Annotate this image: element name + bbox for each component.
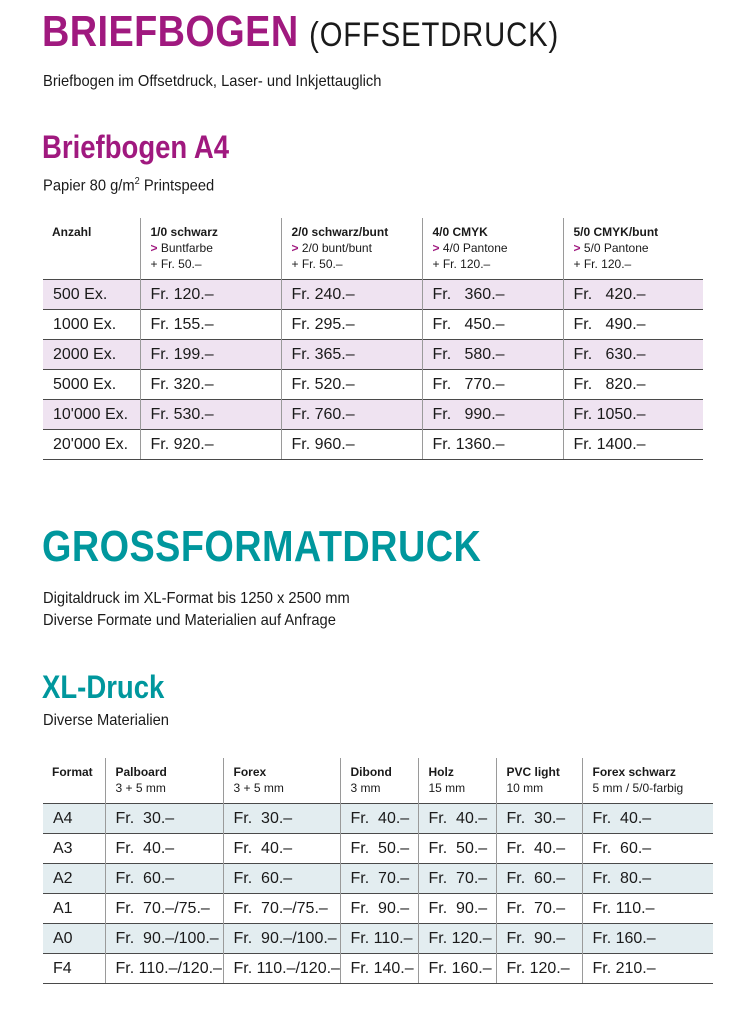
arrow-icon: >: [432, 241, 440, 255]
format-cell: F4: [43, 954, 105, 984]
price-cell: Fr. 240.–: [281, 280, 422, 310]
price-cell: Fr. 120.–: [418, 924, 496, 954]
table-row: [43, 954, 713, 984]
header-palboard: Palboard 3 + 5 mm: [105, 758, 223, 804]
price-cell: Fr. 110.–: [340, 924, 418, 954]
briefbogen-price-table: [43, 218, 703, 460]
header-4-0-cmyk: 4/0 CMYK > 4/0 Pantone + Fr. 120.–: [422, 218, 563, 280]
price-cell: Fr. 320.–: [140, 370, 281, 400]
price-cell: Fr. 60.–: [582, 834, 713, 864]
header-2-0-schwarz-bunt: 2/0 schwarz/bunt > 2/0 bunt/bunt + Fr. 50.–: [281, 218, 422, 280]
qty-cell: 5000 Ex.: [43, 370, 140, 400]
table-row: [43, 894, 713, 924]
price-cell: Fr. 530.–: [140, 400, 281, 430]
price-cell: Fr. 450.–: [422, 310, 563, 340]
header-forex-schwarz: Forex schwarz 5 mm / 5/0-farbig: [582, 758, 713, 804]
price-cell: Fr. 90.–/100.–: [223, 924, 340, 954]
price-cell: Fr. 110.–/120.–: [105, 954, 223, 984]
arrow-icon: >: [573, 241, 581, 255]
price-cell: Fr. 90.–: [418, 894, 496, 924]
materials-note: Diverse Materialien: [43, 712, 169, 729]
table-row: [43, 834, 713, 864]
table-row: [43, 370, 703, 400]
price-cell: Fr. 60.–: [105, 864, 223, 894]
header-1-0-schwarz: 1/0 schwarz > Buntfarbe + Fr. 50.–: [140, 218, 281, 280]
table-row: [43, 310, 703, 340]
price-cell: Fr. 40.–: [223, 834, 340, 864]
table-row: [43, 400, 703, 430]
price-cell: Fr. 30.–: [496, 804, 582, 834]
price-cell: Fr. 920.–: [140, 430, 281, 460]
price-cell: Fr. 120.–: [496, 954, 582, 984]
paper-spec-suffix: Printspeed: [139, 177, 215, 195]
price-cell: Fr. 110.–: [582, 894, 713, 924]
price-cell: Fr. 760.–: [281, 400, 422, 430]
price-cell: Fr. 1050.–: [563, 400, 703, 430]
price-cell: Fr. 490.–: [563, 310, 703, 340]
briefbogen-title-light: (OFFSETDRUCK): [309, 16, 560, 54]
price-cell: Fr. 70.–/75.–: [105, 894, 223, 924]
xl-druck-price-table: [43, 758, 713, 984]
price-cell: Fr. 90.–: [340, 894, 418, 924]
header-5-0-cmyk-bunt: 5/0 CMYK/bunt > 5/0 Pantone + Fr. 120.–: [563, 218, 703, 280]
price-cell: Fr. 90.–/100.–: [105, 924, 223, 954]
price-cell: Fr. 50.–: [418, 834, 496, 864]
format-cell: A4: [43, 804, 105, 834]
price-cell: Fr. 990.–: [422, 400, 563, 430]
table-header-row: [43, 218, 703, 280]
briefbogen-title-strong: BRIEFBOGEN: [42, 7, 299, 56]
price-cell: Fr. 40.–: [496, 834, 582, 864]
header-anzahl: Anzahl: [52, 225, 92, 239]
price-cell: Fr. 160.–: [418, 954, 496, 984]
xl-druck-subtitle: XL-Druck: [42, 669, 165, 705]
qty-cell: 500 Ex.: [43, 280, 140, 310]
price-cell: Fr. 30.–: [105, 804, 223, 834]
price-cell: Fr. 40.–: [105, 834, 223, 864]
price-cell: Fr. 70.–: [496, 894, 582, 924]
qty-cell: 2000 Ex.: [43, 340, 140, 370]
price-cell: Fr. 120.–: [140, 280, 281, 310]
price-cell: Fr. 1360.–: [422, 430, 563, 460]
price-cell: Fr. 30.–: [223, 804, 340, 834]
price-cell: Fr. 199.–: [140, 340, 281, 370]
price-cell: Fr. 580.–: [422, 340, 563, 370]
price-cell: Fr. 40.–: [340, 804, 418, 834]
grossformat-intro: [43, 588, 350, 632]
format-cell: A1: [43, 894, 105, 924]
briefbogen-title: [42, 6, 559, 61]
price-cell: Fr. 70.–: [418, 864, 496, 894]
price-cell: Fr. 1400.–: [563, 430, 703, 460]
qty-cell: 10'000 Ex.: [43, 400, 140, 430]
price-cell: Fr. 60.–: [223, 864, 340, 894]
price-cell: Fr. 360.–: [422, 280, 563, 310]
header-format: Format: [52, 765, 93, 779]
price-cell: Fr. 40.–: [582, 804, 713, 834]
price-cell: Fr. 820.–: [563, 370, 703, 400]
briefbogen-subtitle: Briefbogen A4: [42, 129, 230, 165]
price-cell: Fr. 295.–: [281, 310, 422, 340]
briefbogen-intro: Briefbogen im Offsetdruck, Laser- und Inkjettauglich: [43, 73, 382, 90]
price-cell: Fr. 140.–: [340, 954, 418, 984]
price-cell: Fr. 60.–: [496, 864, 582, 894]
price-cell: Fr. 210.–: [582, 954, 713, 984]
table-row: [43, 864, 713, 894]
arrow-icon: >: [291, 241, 299, 255]
format-cell: A3: [43, 834, 105, 864]
arrow-icon: >: [150, 241, 158, 255]
price-cell: Fr. 420.–: [563, 280, 703, 310]
price-cell: Fr. 110.–/120.–: [223, 954, 340, 984]
price-cell: Fr. 90.–: [496, 924, 582, 954]
briefbogen-paper-spec: [43, 171, 214, 197]
grossformat-title: GROSSFORMATDRUCK: [42, 522, 482, 571]
table-row: [43, 430, 703, 460]
table-header-row: [43, 758, 713, 804]
format-cell: A2: [43, 864, 105, 894]
paper-spec-sup: 2: [134, 176, 140, 187]
format-cell: A0: [43, 924, 105, 954]
price-cell: Fr. 365.–: [281, 340, 422, 370]
price-cell: Fr. 80.–: [582, 864, 713, 894]
table-row: [43, 340, 703, 370]
price-cell: Fr. 40.–: [418, 804, 496, 834]
price-cell: Fr. 770.–: [422, 370, 563, 400]
table-row: [43, 280, 703, 310]
table-row: [43, 804, 713, 834]
paper-spec-prefix: Papier 80 g/m: [43, 177, 135, 195]
header-holz: Holz 15 mm: [418, 758, 496, 804]
header-pvc-light: PVC light 10 mm: [496, 758, 582, 804]
qty-cell: 1000 Ex.: [43, 310, 140, 340]
table-row: [43, 924, 713, 954]
price-cell: Fr. 160.–: [582, 924, 713, 954]
price-cell: Fr. 50.–: [340, 834, 418, 864]
price-cell: Fr. 960.–: [281, 430, 422, 460]
price-cell: Fr. 70.–/75.–: [223, 894, 340, 924]
price-cell: Fr. 630.–: [563, 340, 703, 370]
header-forex: Forex 3 + 5 mm: [223, 758, 340, 804]
header-dibond: Dibond 3 mm: [340, 758, 418, 804]
price-cell: Fr. 155.–: [140, 310, 281, 340]
price-cell: Fr. 520.–: [281, 370, 422, 400]
price-cell: Fr. 70.–: [340, 864, 418, 894]
grossformat-intro-line1: Digitaldruck im XL-Format bis 1250 x 2500 mm: [43, 590, 350, 607]
grossformat-intro-line2: Diverse Formate und Materialien auf Anfrage: [43, 612, 336, 629]
qty-cell: 20'000 Ex.: [43, 430, 140, 460]
